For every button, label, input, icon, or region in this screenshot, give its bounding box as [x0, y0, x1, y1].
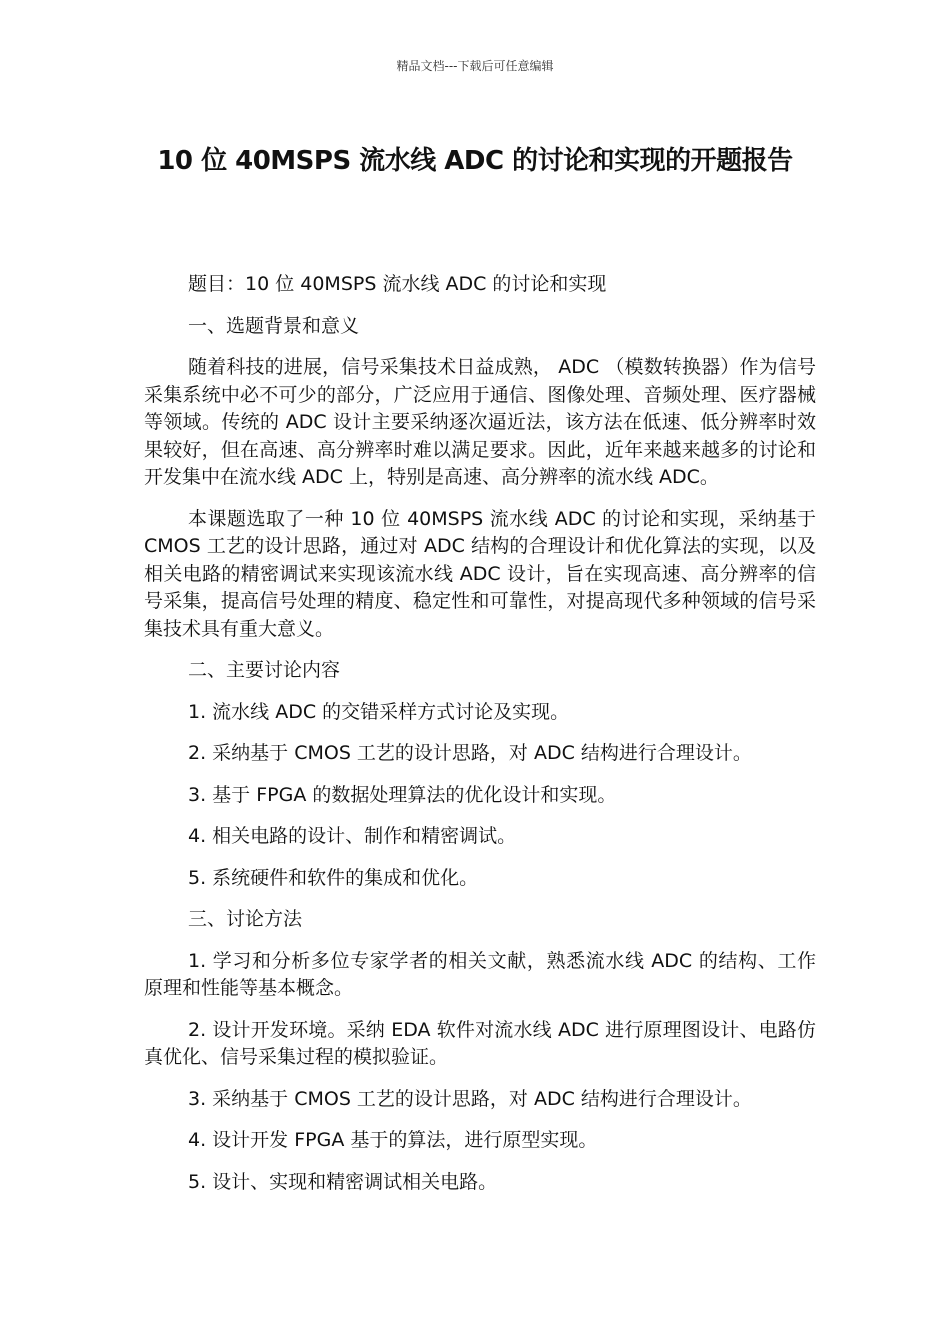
- method-item: 1. 学习和分析多位专家学者的相关文献，熟悉流水线 ADC 的结构、工作原理和性能等基本概念。: [144, 949, 816, 999]
- method-item: 2. 设计开发环境。采纳 EDA 软件对流水线 ADC 进行原理图设计、电路仿真优化、信号采集过程的模拟验证。: [144, 1018, 816, 1068]
- content-item: 2. 采纳基于 CMOS 工艺的设计思路，对 ADC 结构进行合理设计。: [188, 742, 752, 764]
- method-item: 3. 采纳基于 CMOS 工艺的设计思路，对 ADC 结构进行合理设计。: [188, 1087, 752, 1110]
- content-item: 3. 基于 FPGA 的数据处理算法的优化设计和实现。: [188, 783, 617, 806]
- document-title: 10 位 40MSPS 流水线 ADC 的讨论和实现的开题报告: [157, 146, 793, 176]
- method-item: 5. 设计、实现和精密调试相关电路。: [188, 1170, 498, 1193]
- topic-line: 题目：10 位 40MSPS 流水线 ADC 的讨论和实现: [188, 273, 607, 295]
- content-item: 5. 系统硬件和软件的集成和优化。: [188, 866, 479, 889]
- content-item: 4. 相关电路的设计、制作和精密调试。: [188, 825, 517, 847]
- significance-paragraph: 本课题选取了一种 10 位 40MSPS 流水线 ADC 的讨论和实现，采纳基于 CMOS 工艺的设计思路，通过对 ADC 结构的合理设计和优化算法的实现，以及相关电路的精密调试来实现该流水线 ADC 设计，旨在实现高速、高分辨率的信号采集，提高信号处理的精度、稳定性和可靠性，对提高现代多种领域的信号采集技术具有重大意义。: [144, 507, 816, 640]
- section-heading-content: 二、主要讨论内容: [188, 659, 341, 681]
- header-note: 精品文档---下载后可任意编辑: [396, 59, 554, 73]
- background-paragraph: 随着科技的进展，信号采集技术日益成熟， ADC （模数转换器）作为信号采集系统中必不可少的部分，广泛应用于通信、图像处理、音频处理、医疗器械等领域。传统的 ADC 设计主要采纳逐次逼近法，该方法在低速、低分辨率时效果较好，但在高速、高分辨率时难以满足要求。因此，近年来越来越多的讨论和开发集中在流水线 ADC 上，特别是高速、高分辨率的流水线 ADC。: [144, 356, 816, 488]
- section-heading-background: 一、选题背景和意义: [188, 314, 360, 337]
- method-item: 4. 设计开发 FPGA 基于的算法，进行原型实现。: [188, 1129, 598, 1151]
- document-body: [144, 271, 816, 1210]
- content-item: 1. 流水线 ADC 的交错采样方式讨论及实现。: [188, 700, 570, 723]
- section-heading-methods: 三、讨论方法: [188, 908, 303, 930]
